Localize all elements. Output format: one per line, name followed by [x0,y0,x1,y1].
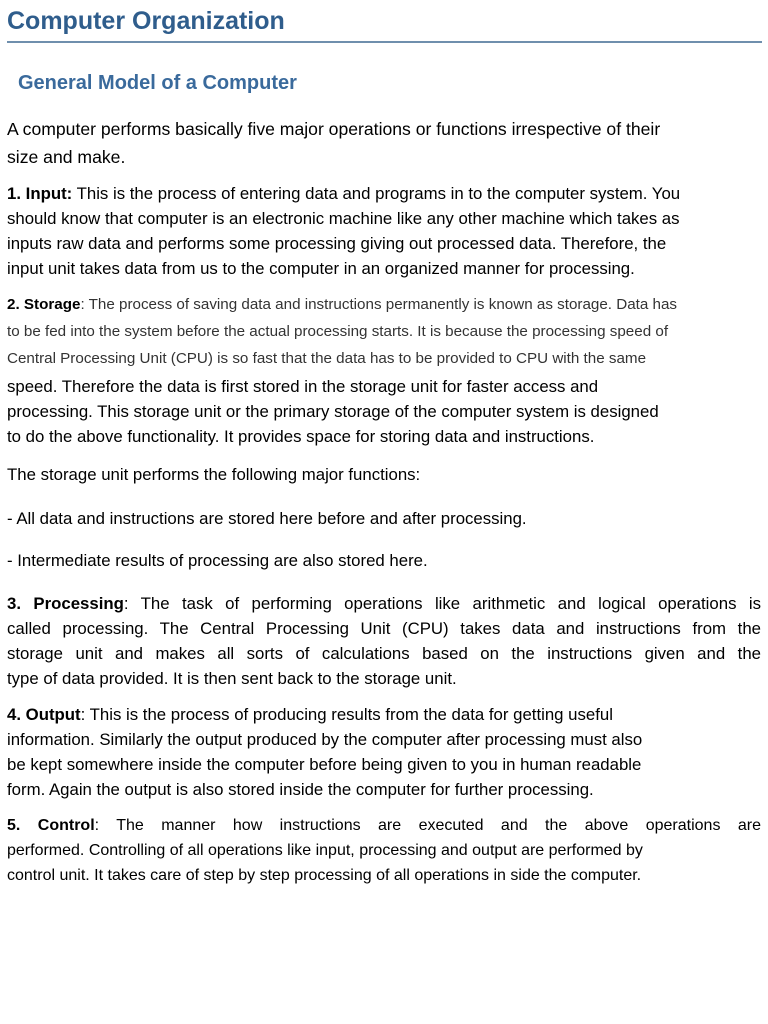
storage-text: : The process of saving data and instructions permanently is known as storage. Data has [80,296,678,313]
control-line [7,813,761,838]
processing-paragraph [7,591,761,691]
processing-heading: 3. Processing [7,594,124,613]
output-paragraph [7,702,761,802]
storage-line: to be fed into the system before the actual processing starts. It is because the processing speed of [7,323,669,340]
input-line: input unit takes data from us to the computer in an organized manner for processing. [7,259,635,278]
output-line: information. Similarly the output produced by the computer after processing must also [7,730,643,749]
storage-heading: 2. Storage [7,296,81,313]
processing-line: called processing. The Central Processing Unit (CPU) takes data and instructions from the [7,619,761,638]
output-line: form. Again the output is also stored inside the computer for further processing. [7,780,594,799]
processing-line: type of data provided. It is then sent back to the storage unit. [7,669,457,688]
title-divider [7,41,762,43]
output-heading: 4. Output [7,705,81,724]
input-line [7,181,761,206]
storage-line: Central Processing Unit (CPU) is so fast that the data has to be provided to CPU with the same [7,350,647,367]
control-text: : The manner how instructions are executed and the above operations are [94,817,761,834]
storage-function-item: - All data and instructions are stored here before and after processing. [7,509,527,528]
storage-cont-line: speed. Therefore the data is first stored in the storage unit for faster access and [7,377,599,396]
storage-functions-intro: The storage unit performs the following major functions: [7,465,421,484]
storage-continued-paragraph [7,374,761,449]
storage-line [7,291,761,318]
input-heading: 1. Input: [7,184,73,203]
control-paragraph [7,813,761,888]
input-text: This is the process of entering data and programs in to the computer system. You [72,184,681,203]
intro-line: A computer performs basically five major operations or functions irrespective of their [7,119,661,139]
input-paragraph [7,181,761,281]
output-line [7,702,761,727]
input-line: should know that computer is an electronic machine like any other machine which takes as [7,209,680,228]
intro-line: size and make. [7,147,126,167]
storage-cont-line: processing. This storage unit or the primary storage of the computer system is designed [7,402,659,421]
processing-text: : The task of performing operations like arithmetic and logical operations is [123,594,761,613]
control-line: control unit. It takes care of step by step processing of all operations in side the computer. [7,867,642,884]
control-line: performed. Controlling of all operations like input, processing and output are performed by [7,842,643,859]
output-line: be kept somewhere inside the computer before being given to you in human readable [7,755,642,774]
processing-line: storage unit and makes all sorts of calculations based on the instructions given and the [7,644,761,663]
input-line: inputs raw data and performs some processing giving out processed data. Therefore, the [7,234,667,253]
intro-paragraph [7,115,761,171]
output-text: : This is the process of producing results from the data for getting useful [80,705,613,724]
storage-function-item: - Intermediate results of processing are also stored here. [7,551,428,570]
storage-paragraph [7,291,761,372]
processing-line [7,591,761,616]
section-subtitle: General Model of a Computer [18,72,297,94]
storage-cont-line: to do the above functionality. It provides space for storing data and instructions. [7,427,595,446]
control-heading: 5. Control [7,817,95,834]
page-title: Computer Organization [7,7,285,35]
